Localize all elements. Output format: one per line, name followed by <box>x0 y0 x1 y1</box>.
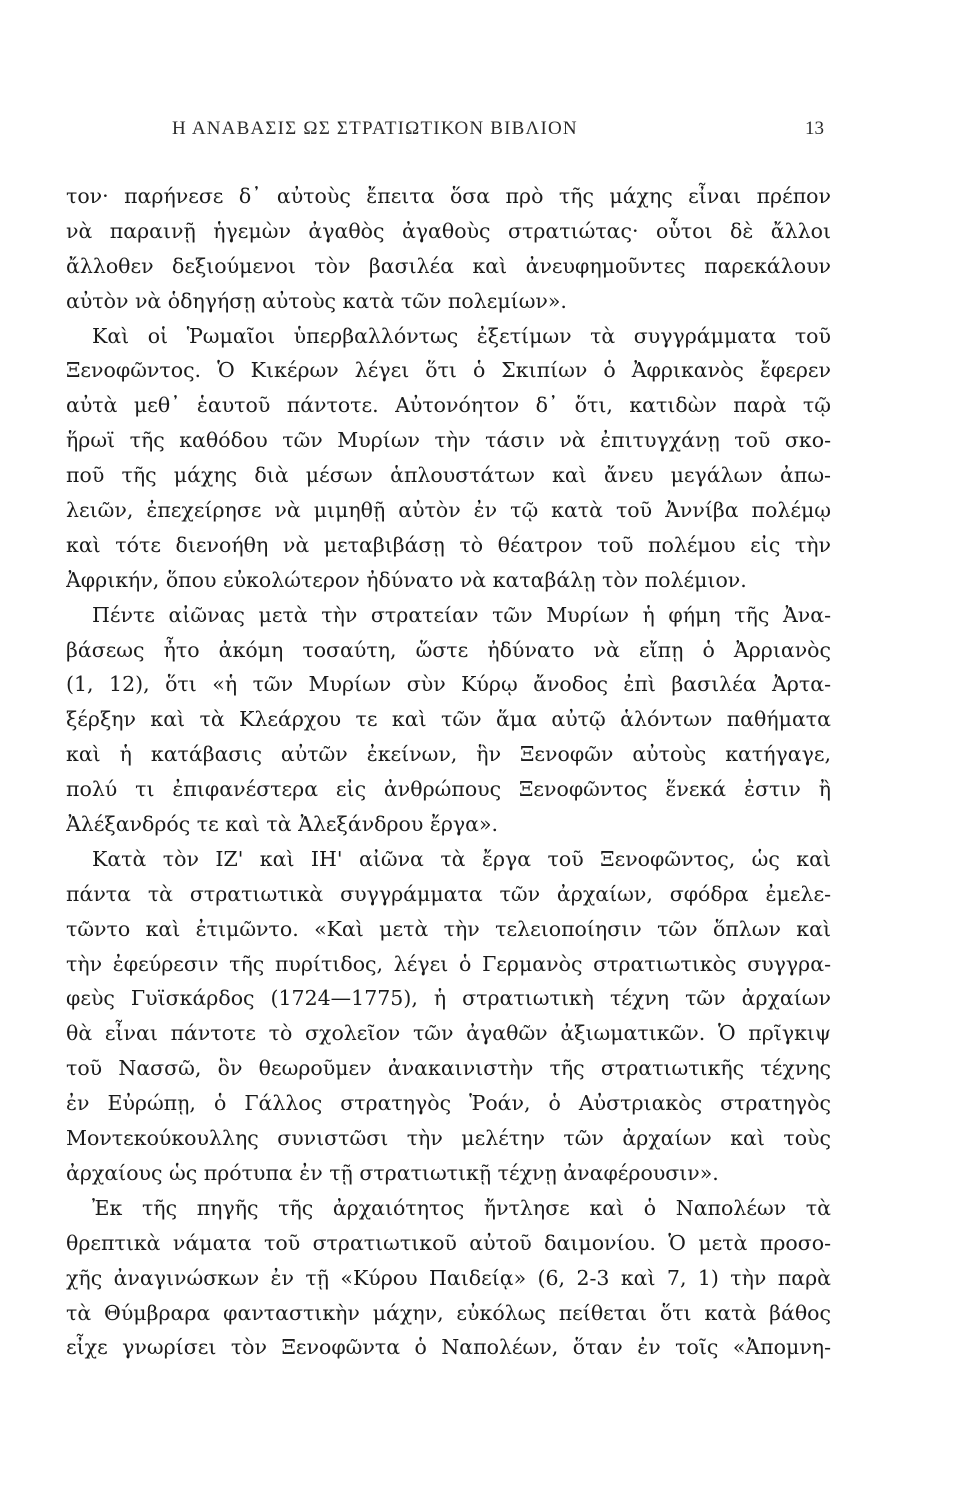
text-line: αὐτὸν νὰ ὁδηγήσῃ αὐτοὺς κατὰ τῶν πολεμίων». <box>66 288 567 313</box>
text-line: βάσεως ἦτο ἀκόμη τοσαύτη, ὥστε ἠδύνατο νὰ εἴπῃ ὁ Ἀρριανὸς <box>66 637 831 662</box>
text-line: Ἐκ τῆς πηγῆς τῆς ἀρχαιότητος ἤντλησε καὶ ὁ Ναπολέων τὰ <box>92 1195 831 1220</box>
text-line: Μοντεκούκουλλης συνιστῶσι τὴν μελέτην τῶν ἀρχαίων καὶ τοὺς <box>66 1126 831 1151</box>
text-line: Ἀφρικήν, ὅπου εὐκολώτερον ἠδύνατο νὰ καταβάλῃ τὸν πολέμιον. <box>66 567 747 592</box>
text-line: καὶ ἡ κατάβασις αὐτῶν ἐκείνων, ἣν Ξενοφῶν αὐτοὺς κατήγαγε, <box>66 742 831 767</box>
text-line: Καὶ οἱ Ῥωμαῖοι ὑπερβαλλόντως ἐξετίμων τὰ συγγράμματα τοῦ <box>92 323 831 348</box>
text-line: φεὺς Γυϊσκάρδος (1724—1775), ἡ στρατιωτικὴ τέχνη τῶν ἀρχαίων <box>66 986 831 1011</box>
body-text <box>66 179 831 1365</box>
text-line: (1, 12), ὅτι «ἡ τῶν Μυρίων σὺν Κύρῳ ἄνοδος ἐπὶ βασιλέα Ἀρτα- <box>66 672 831 697</box>
text-line: καὶ τότε διενοήθη νὰ μεταβιβάσῃ τὸ θέατρον τοῦ πολέμου εἰς τὴν <box>66 532 831 557</box>
text-line: θὰ εἶναι πάντοτε τὸ σχολεῖον τῶν ἀγαθῶν ἀξιωματικῶν. Ὁ πρῖγκιψ <box>66 1021 831 1046</box>
text-line: τῶντο καὶ ἐτιμῶντο. «Καὶ μετὰ τὴν τελειοποίησιν τῶν ὅπλων καὶ <box>66 916 831 941</box>
text-line: ξέρξην καὶ τὰ Κλεάρχου τε καὶ τῶν ἅμα αὐτῷ ἁλόντων παθήματα <box>66 707 831 732</box>
page-number: 13 <box>805 118 824 139</box>
text-line: ποῦ τῆς μάχης διὰ μέσων ἁπλουστάτων καὶ ἄνευ μεγάλων ἀπω- <box>66 463 831 488</box>
text-line: θρεπτικὰ νάματα τοῦ στρατιωτικοῦ αὐτοῦ δαιμονίου. Ὁ μετὰ προσο- <box>66 1230 831 1255</box>
running-head: Η ΑΝΑΒΑΣΙΣ ΩΣ ΣΤΡΑΤΙΩΤΙΚΟΝ ΒΙΒΛΙΟΝ <box>172 118 578 139</box>
text-line: Ἀλέξανδρός τε καὶ τὰ Ἀλεξάνδρου ἔργα». <box>66 812 499 837</box>
text-line: τον· παρήνεσε δ᾽ αὐτοὺς ἔπειτα ὅσα πρὸ τῆς μάχης εἶναι πρέπον <box>66 184 831 208</box>
text-line: τὴν ἐφεύρεσιν τῆς πυρίτιδος, λέγει ὁ Γερμανὸς στρατιωτικὸς συγγρα- <box>66 951 831 976</box>
text-line: αὐτὰ μεθ᾽ ἑαυτοῦ πάντοτε. Αὐτονόητον δ᾽ ὅτι, κατιδὼν παρὰ τῷ <box>66 393 831 418</box>
text-line: λειῶν, ἐπεχείρησε νὰ μιμηθῇ αὐτὸν ἐν τῷ κατὰ τοῦ Ἀννίβα πολέμῳ <box>66 498 831 523</box>
text-line: πολύ τι ἐπιφανέστερα εἰς ἀνθρώπους Ξενοφῶντος ἕνεκά ἐστιν ἢ <box>66 777 831 802</box>
text-line: νὰ παραινῇ ἡγεμὼν ἀγαθὸς ἀγαθοὺς στρατιώτας· οὗτοι δὲ ἄλλοι <box>66 218 831 243</box>
text-line: χῆς ἀναγινώσκων ἐν τῇ «Κύρου Παιδείᾳ» (6, 2-3 καὶ 7, 1) τὴν παρὰ <box>66 1265 831 1290</box>
page-header <box>172 118 824 148</box>
text-line: ἐν Εὐρώπῃ, ὁ Γάλλος στρατηγὸς Ῥοάν, ὁ Αὐστριακὸς στρατηγὸς <box>66 1091 831 1116</box>
text-line: τὰ Θύμβραρα φανταστικὴν μάχην, εὐκόλως πείθεται ὅτι κατὰ βάθος <box>66 1300 831 1325</box>
text-line: ἀρχαίους ὡς πρότυπα ἐν τῇ στρατιωτικῇ τέχνῃ ἀναφέρουσιν». <box>66 1160 719 1185</box>
text-line: Κατὰ τὸν ΙΖ' καὶ ΙΗ' αἰῶνα τὰ ἔργα τοῦ Ξενοφῶντος, ὡς καὶ <box>92 846 831 871</box>
text-line: ἄλλοθεν δεξιούμενοι τὸν βασιλέα καὶ ἀνευφημοῦντες παρεκάλουν <box>66 253 831 278</box>
text-line: τοῦ Νασσῶ, ὃν θεωροῦμεν ἀνακαινιστὴν τῆς στρατιωτικῆς τέχνης <box>66 1056 831 1081</box>
text-line: Πέντε αἰῶνας μετὰ τὴν στρατείαν τῶν Μυρίων ἡ φήμη τῆς Ἀνα- <box>92 602 831 627</box>
text-line: ἥρωϊ τῆς καθόδου τῶν Μυρίων τὴν τάσιν νὰ ἐπιτυγχάνῃ τοῦ σκο- <box>66 428 831 453</box>
text-line: Ξενοφῶντος. Ὁ Κικέρων λέγει ὅτι ὁ Σκιπίων ὁ Ἀφρικανὸς ἔφερεν <box>66 358 831 383</box>
text-line: πάντα τὰ στρατιωτικὰ συγγράμματα τῶν ἀρχαίων, σφόδρα ἐμελε- <box>66 881 831 906</box>
text-line: εἶχε γνωρίσει τὸν Ξενοφῶντα ὁ Ναπολέων, ὅταν ἐν τοῖς «Ἀπομνη- <box>66 1335 831 1360</box>
